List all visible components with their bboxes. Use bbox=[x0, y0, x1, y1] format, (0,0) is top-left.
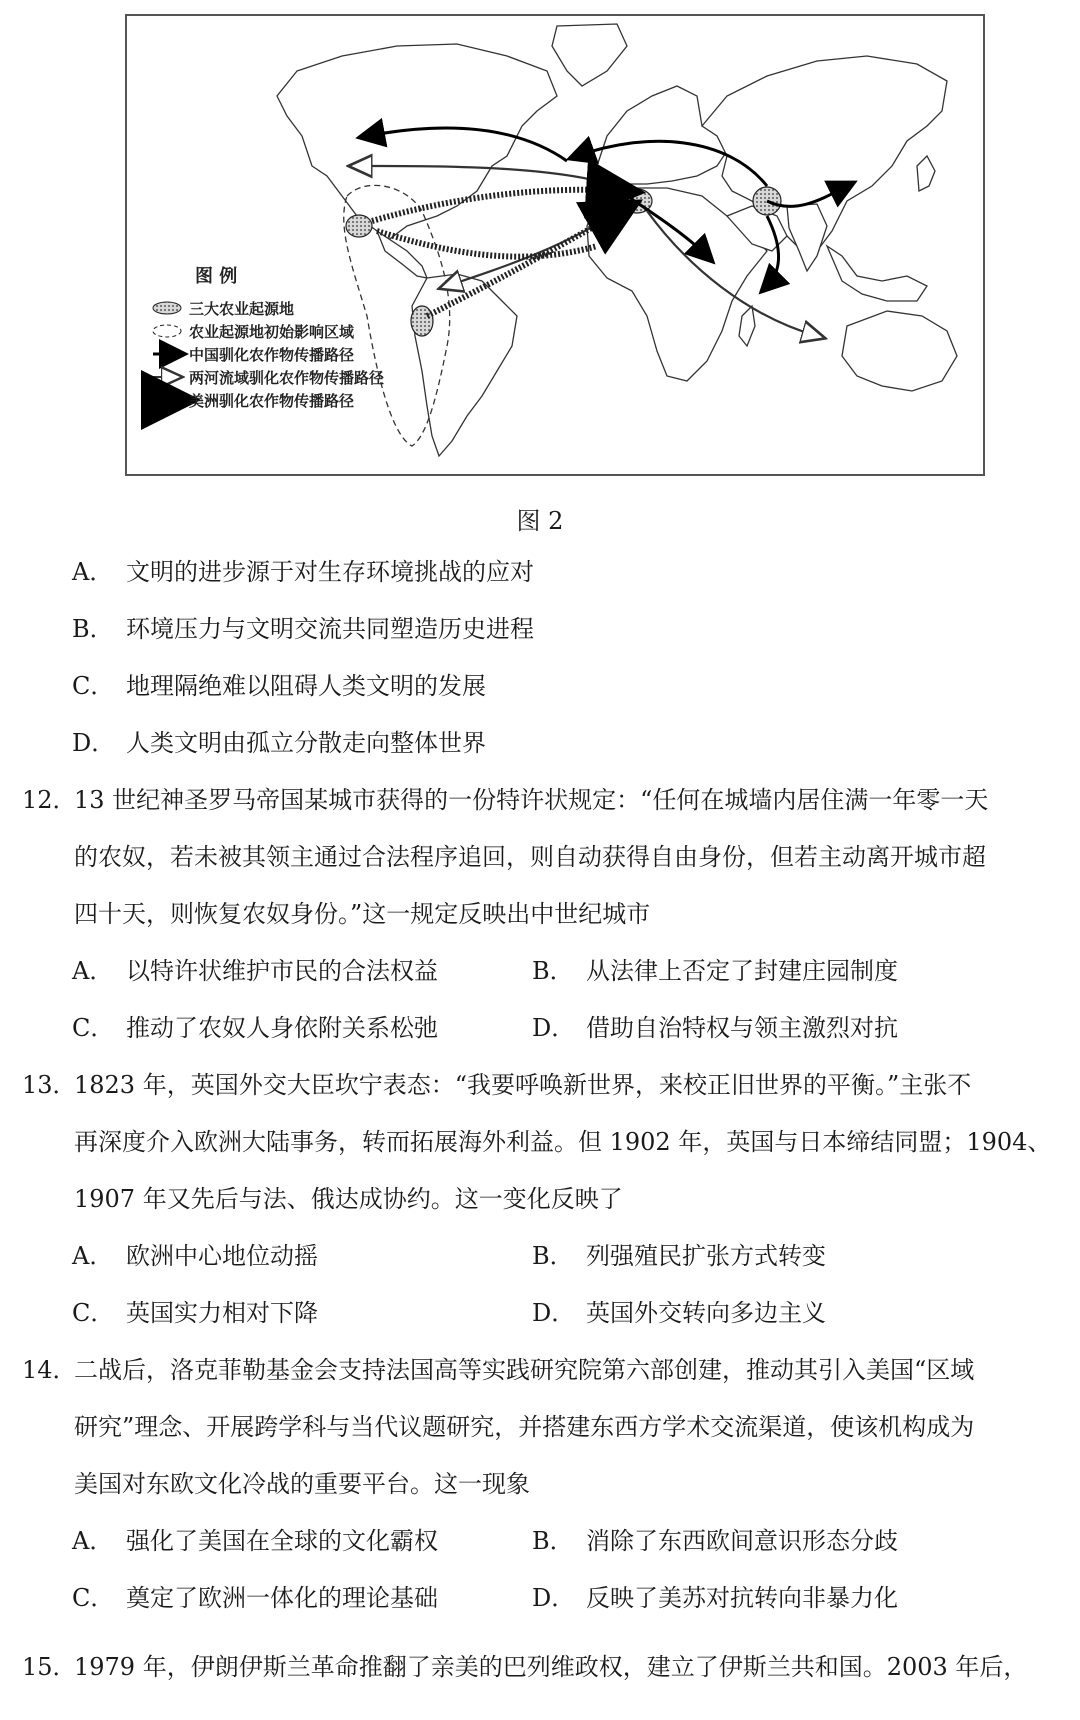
legend-label-origin: 三大农业起源地 bbox=[189, 300, 295, 318]
legend-symbol-origin bbox=[153, 302, 181, 314]
continent-outlines bbox=[277, 24, 957, 456]
option-text: 英国外交转向多边主义 bbox=[586, 1299, 826, 1327]
option-text: 推动了农奴人身依附关系松弛 bbox=[126, 1014, 438, 1042]
option-letter: B． bbox=[72, 615, 114, 643]
option-letter: A． bbox=[72, 1242, 114, 1270]
legend-label-america-route: 美洲驯化农作物传播路径 bbox=[189, 392, 355, 410]
option-letter: C． bbox=[72, 672, 115, 700]
europe-shape bbox=[597, 86, 727, 184]
q11-option-b[interactable] bbox=[72, 614, 534, 644]
legend-label-china-route: 中国驯化农作物传播路径 bbox=[189, 346, 355, 364]
q14-stem-line-2: 研究”理念、开展跨学科与当代议题研究，并搭建东西方学术交流渠道，使该机构成为 bbox=[74, 1413, 975, 1441]
option-letter: D． bbox=[532, 1584, 576, 1612]
question-number: 12． bbox=[22, 786, 77, 814]
q14-option-c[interactable] bbox=[72, 1583, 438, 1613]
stem-text: 1823 年，英国外交大臣坎宁表态：“我要呼唤新世界，来校正旧世界的平衡。”主张不 bbox=[74, 1071, 972, 1099]
japan-shape bbox=[917, 156, 935, 191]
q13-stem-line-2: 再深度介入欧洲大陆事务，转而拓展海外利益。但 1902 年，英国与日本缔结同盟；1904、 bbox=[74, 1128, 1052, 1156]
legend-label-mesopotamia-route: 两河流域驯化农作物传播路径 bbox=[189, 369, 385, 387]
q12-stem-line-2: 的农奴，若未被其领主通过合法程序追回，则自动获得自由身份，但若主动离开城市超 bbox=[74, 843, 986, 871]
q11-option-d[interactable] bbox=[72, 728, 486, 758]
origin-mesoamerica bbox=[346, 215, 372, 237]
q11-option-c[interactable] bbox=[72, 671, 486, 701]
figure-caption: 图 2 bbox=[516, 507, 564, 535]
q12-option-c[interactable] bbox=[72, 1013, 438, 1043]
question-number: 15． bbox=[22, 1653, 77, 1681]
option-letter: B． bbox=[532, 957, 574, 985]
option-text: 从法律上否定了封建庄园制度 bbox=[586, 957, 898, 985]
india-shape bbox=[787, 204, 827, 271]
q13-option-a[interactable] bbox=[72, 1241, 318, 1271]
option-text: 英国实力相对下降 bbox=[126, 1299, 318, 1327]
madagascar-shape bbox=[739, 306, 755, 346]
q14-option-a[interactable] bbox=[72, 1526, 438, 1556]
option-letter: A． bbox=[72, 558, 114, 586]
legend-title: 图 例 bbox=[195, 266, 238, 287]
option-letter: C． bbox=[72, 1014, 115, 1042]
map-figure bbox=[125, 14, 985, 476]
stem-text: 13 世纪神圣罗马帝国某城市获得的一份特许状规定：“任何在城墙内居住满一年零一天 bbox=[74, 786, 989, 814]
option-text: 欧洲中心地位动摇 bbox=[126, 1242, 318, 1270]
stem-text: 1979 年，伊朗伊斯兰革命推翻了亲美的巴列维政权，建立了伊斯兰共和国。2003 年后， bbox=[74, 1653, 1028, 1681]
option-text: 消除了东西欧间意识形态分歧 bbox=[586, 1527, 898, 1555]
origin-andes bbox=[411, 306, 433, 336]
world-map bbox=[127, 16, 983, 474]
option-text: 强化了美国在全球的文化霸权 bbox=[126, 1527, 438, 1555]
option-text: 反映了美苏对抗转向非暴力化 bbox=[586, 1584, 898, 1612]
q13-option-b[interactable] bbox=[532, 1241, 826, 1271]
option-letter: C． bbox=[72, 1584, 115, 1612]
australia-shape bbox=[842, 311, 957, 391]
q15-stem-line-1 bbox=[22, 1652, 1027, 1682]
option-letter: B． bbox=[532, 1242, 574, 1270]
legend-label-influence: 农业起源地初始影响区域 bbox=[189, 323, 355, 341]
q12-stem-line-3: 四十天，则恢复农奴身份。”这一规定反映出中世纪城市 bbox=[74, 900, 651, 928]
option-letter: C． bbox=[72, 1299, 115, 1327]
q13-option-d[interactable] bbox=[532, 1298, 826, 1328]
question-number: 14． bbox=[22, 1356, 77, 1384]
option-text: 借助自治特权与领主激烈对抗 bbox=[586, 1014, 898, 1042]
q12-stem-line-1 bbox=[22, 785, 988, 815]
southeast-asia-shape bbox=[827, 246, 927, 301]
q14-option-b[interactable] bbox=[532, 1526, 898, 1556]
option-text: 环境压力与文明交流共同塑造历史进程 bbox=[126, 615, 534, 643]
option-text: 文明的进步源于对生存环境挑战的应对 bbox=[126, 558, 534, 586]
stem-text: 二战后，洛克菲勒基金会支持法国高等实践研究院第六部创建，推动其引入美国“区域 bbox=[74, 1356, 975, 1384]
q12-option-b[interactable] bbox=[532, 956, 898, 986]
option-text: 列强殖民扩张方式转变 bbox=[586, 1242, 826, 1270]
option-text: 地理隔绝难以阻碍人类文明的发展 bbox=[126, 672, 486, 700]
q14-option-d[interactable] bbox=[532, 1583, 898, 1613]
q12-option-a[interactable] bbox=[72, 956, 438, 986]
option-letter: B． bbox=[532, 1527, 574, 1555]
option-letter: A． bbox=[72, 1527, 114, 1555]
legend bbox=[153, 265, 384, 410]
q14-stem-line-3: 美国对东欧文化冷战的重要平台。这一现象 bbox=[74, 1470, 530, 1498]
q12-option-d[interactable] bbox=[532, 1013, 898, 1043]
option-letter: D． bbox=[532, 1014, 576, 1042]
option-letter: A． bbox=[72, 957, 114, 985]
option-letter: D． bbox=[532, 1299, 576, 1327]
option-letter: D． bbox=[72, 729, 116, 757]
q14-stem-line-1 bbox=[22, 1355, 974, 1385]
q13-stem-line-1 bbox=[22, 1070, 971, 1100]
legend-symbol-influence bbox=[153, 325, 181, 337]
question-number: 13． bbox=[22, 1071, 77, 1099]
q13-stem-line-3: 1907 年又先后与法、俄达成协约。这一变化反映了 bbox=[74, 1185, 623, 1213]
south-america-shape bbox=[412, 274, 517, 456]
greenland-shape bbox=[552, 24, 627, 86]
option-text: 人类文明由孤立分散走向整体世界 bbox=[126, 729, 486, 757]
q13-option-c[interactable] bbox=[72, 1298, 318, 1328]
option-text: 以特许状维护市民的合法权益 bbox=[126, 957, 438, 985]
q11-option-a[interactable] bbox=[72, 557, 534, 587]
option-text: 奠定了欧洲一体化的理论基础 bbox=[126, 1584, 438, 1612]
